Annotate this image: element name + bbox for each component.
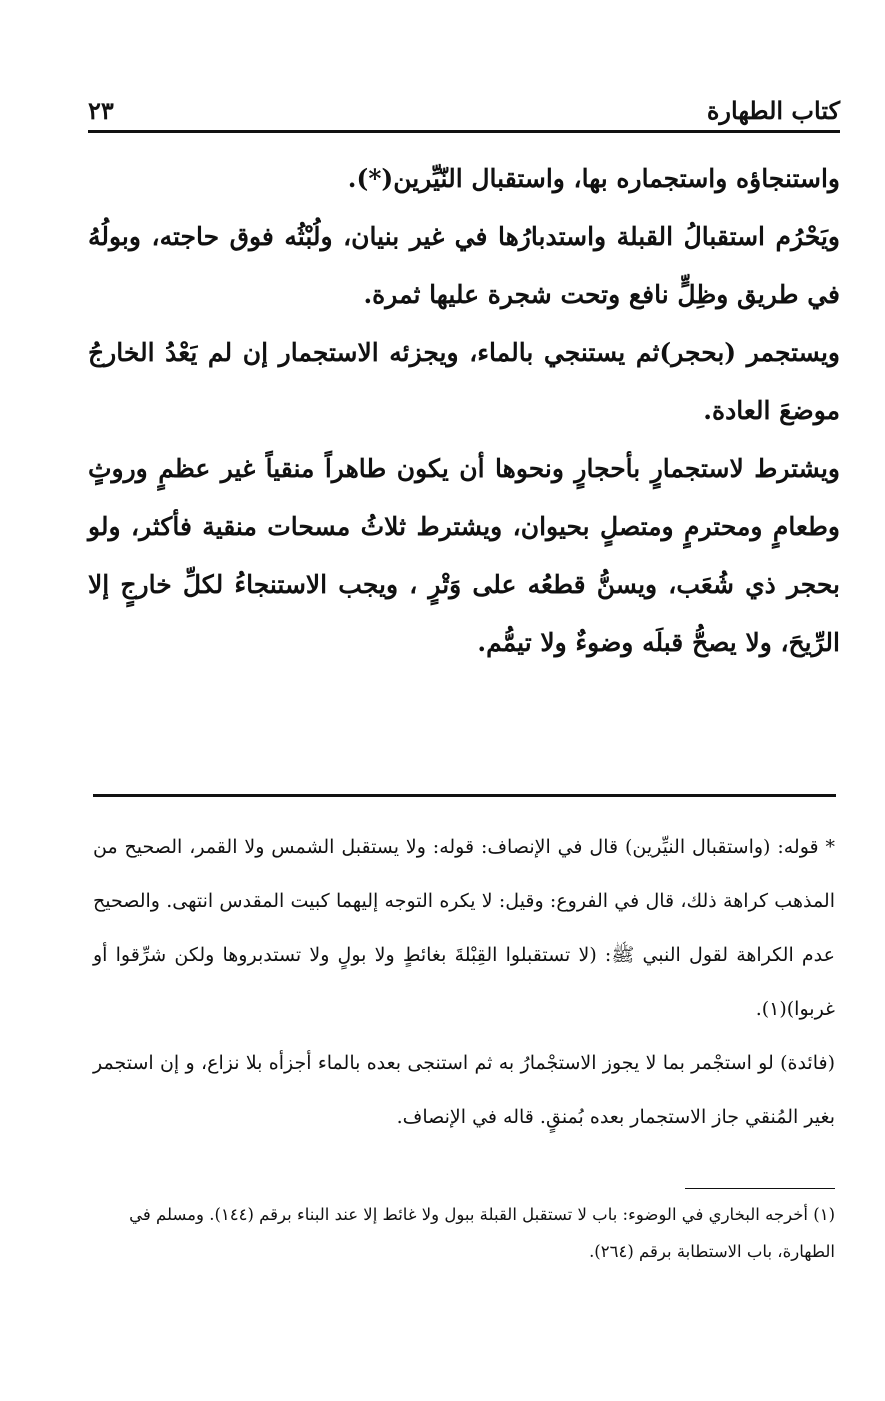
running-title: كتاب الطهارة [706, 96, 840, 125]
page-header [88, 86, 840, 126]
main-text [88, 150, 840, 672]
commentary-divider [93, 794, 836, 797]
header-rule [88, 130, 840, 133]
footnote-divider [685, 1188, 835, 1189]
page-number: ٢٣ [88, 96, 114, 125]
commentary-notes [93, 820, 835, 1144]
main-paragraph: ويستجمر (بحجر)ثم يستنجي بالماء، ويجزئه الاستجمار إن لم يَعْدُ الخارجُ موضعَ العادة. [88, 338, 840, 425]
main-paragraph: ويشترط لاستجمارٍ بأحجارٍ ونحوها أن يكون طاهراً منقياً غير عظمٍ وروثٍ وطعامٍ ومحترمٍ ومتصلٍ بحيوان، ويشترط ثلاثُ مسحات منقية فأكثر، ولو بحجر ذي شُعَب، ويسنُّ قطعُه على وَتْرٍ ، ويجب الاستنجاءُ لكلِّ خارجٍ إلا الرِّيحَ، ولا يصحُّ قبلَه وضوءٌ ولا تيمُّم. [88, 454, 840, 657]
main-paragraph: واستنجاؤه واستجماره بها، واستقبال النّيِّرين(*). [347, 164, 840, 193]
footnote-paragraph: (١) أخرجه البخاري في الوضوء: باب لا تستقبل القبلة ببول ولا غائط إلا عند البناء برقم (١٤٤). ومسلم في الطهارة، باب الاستطابة برقم (٢٦٤). [129, 1205, 835, 1261]
main-paragraph: ويَحْرُم استقبالُ القبلة واستدبارُها في غير بنيان، ولُبْثُه فوق حاجته، وبولُهُ في طريق وظِلٍّ نافع وتحت شجرة عليها ثمرة. [88, 222, 840, 309]
footnotes [93, 1196, 835, 1270]
commentary-paragraph: * قوله: (واستقبال النيِّرين) قال في الإنصاف: قوله: ولا يستقبل الشمس ولا القمر، الصحيح من المذهب كراهة ذلك، قال في الفروع: وقيل: لا يكره التوجه إليهما كبيت المقدس انتهى. والصحيح عدم الكراهة لقول النبي ﷺ: (لا تستقبلوا القِبْلةَ بغائطٍ ولا بولٍ ولا تستدبروها ولكن شرِّقوا أو غربوا)(١). [93, 836, 835, 1020]
commentary-paragraph: (فائدة) لو استجْمر بما لا يجوز الاستجْمارُ به ثم استنجى بعده بالماء أجزأه بلا نزاع، و إن استجمر بغير المُنقي جاز الاستجمار بعده بُمنقٍ. قاله في الإنصاف. [93, 1052, 835, 1128]
